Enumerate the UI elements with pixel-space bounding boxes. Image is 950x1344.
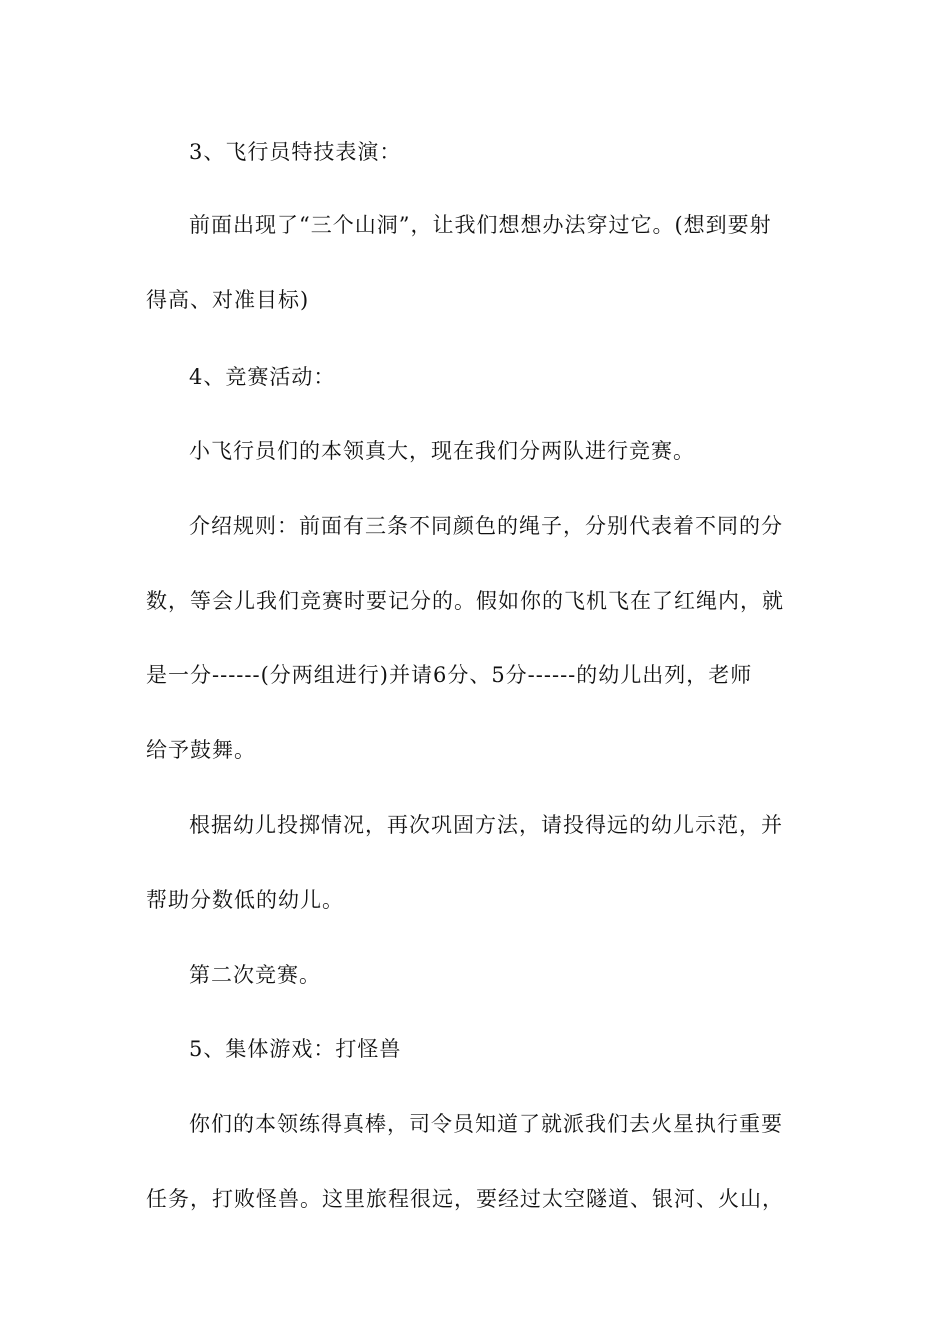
paragraph-line: 得高、对准目标)	[146, 288, 310, 312]
paragraph-line: 前面出现了“三个山洞”，让我们想想办法穿过它。(想到要射	[189, 213, 772, 237]
paragraph-line: 第二次竞赛。	[189, 963, 321, 987]
paragraph-line: 任务，打败怪兽。这里旅程很远，要经过太空隧道、银河、火山，	[146, 1187, 784, 1211]
paragraph-line: 根据幼儿投掷情况，再次巩固方法，请投得远的幼儿示范，并	[189, 813, 783, 837]
heading-pilot-stunt-show: 3、飞行员特技表演：	[189, 140, 402, 164]
paragraph-line: 介绍规则：前面有三条不同颜色的绳子，分别代表着不同的分	[189, 514, 783, 538]
paragraph-line: 数，等会儿我们竞赛时要记分的。假如你的飞机飞在了红绳内，就	[146, 589, 784, 613]
paragraph-line: 小飞行员们的本领真大，现在我们分两队进行竞赛。	[189, 439, 695, 463]
heading-group-game: 5、集体游戏：打怪兽	[189, 1037, 402, 1061]
heading-competition: 4、竞赛活动：	[189, 365, 336, 389]
paragraph-line: 帮助分数低的幼儿。	[146, 888, 344, 912]
paragraph-line: 是一分------(分两组进行)并请6分、5分------的幼儿出列，老师	[146, 663, 753, 687]
paragraph-line: 给予鼓舞。	[146, 738, 256, 762]
paragraph-line: 你们的本领练得真棒，司令员知道了就派我们去火星执行重要	[189, 1112, 783, 1136]
